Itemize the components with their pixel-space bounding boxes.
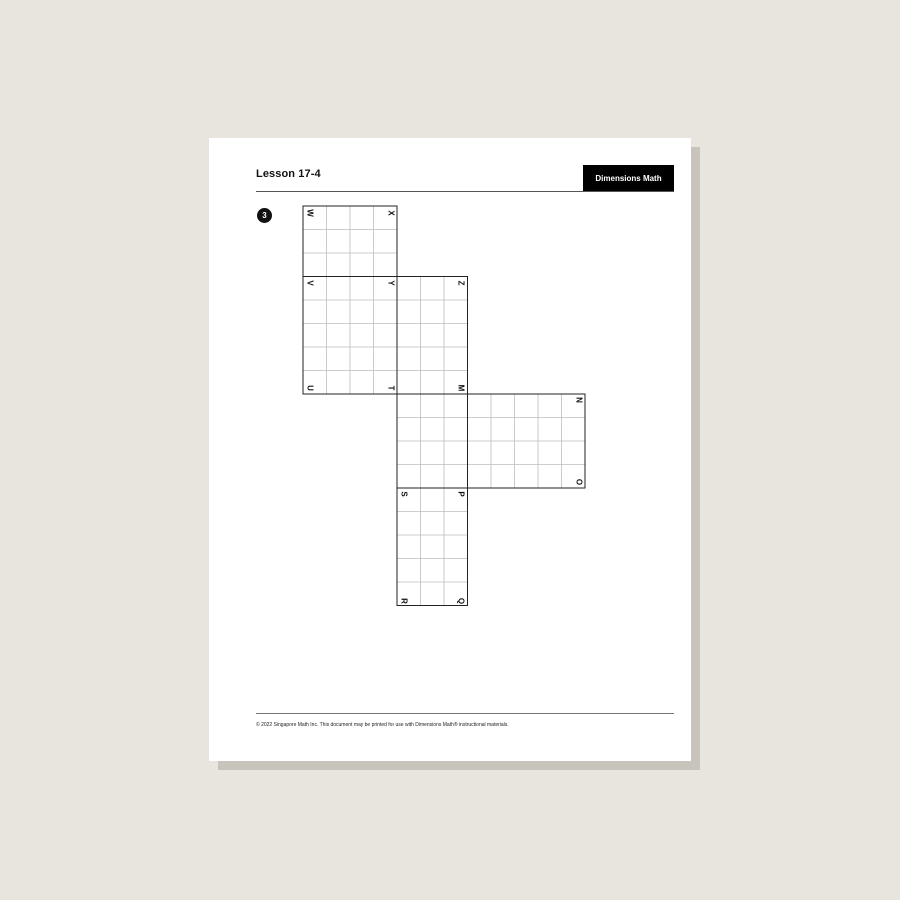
- vertex-label-x: X: [386, 210, 396, 216]
- vertex-label-n: N: [574, 397, 584, 403]
- vertex-label-t: T: [386, 385, 396, 391]
- vertex-label-v: V: [305, 280, 315, 286]
- lesson-title: Lesson 17-4: [256, 168, 321, 180]
- worksheet-page: [209, 138, 691, 761]
- face-front: [397, 277, 468, 395]
- copyright-notice: © 2022 Singapore Math Inc. This document may be printed for use with Dimensions Math® instructional materials.: [256, 722, 509, 728]
- vertex-label-p: P: [456, 491, 466, 497]
- grid-lines: [303, 206, 585, 606]
- vertex-label-q: Q: [456, 597, 466, 605]
- footer-divider: [256, 713, 674, 714]
- vertex-label-u: U: [305, 385, 315, 391]
- vertex-label-w: W: [305, 209, 315, 217]
- vertex-label-z: Z: [456, 280, 466, 286]
- vertex-label-r: R: [399, 598, 409, 604]
- vertex-label-y: Y: [386, 280, 396, 286]
- cube-net-diagram: [209, 138, 691, 761]
- question-number-badge: 3: [257, 208, 272, 223]
- vertex-label-s: S: [399, 491, 409, 497]
- brand-badge: Dimensions Math: [583, 165, 674, 192]
- vertex-label-o: O: [574, 478, 584, 486]
- vertex-labels: [306, 209, 584, 604]
- face-back: [397, 488, 468, 606]
- vertex-label-m: M: [456, 384, 466, 392]
